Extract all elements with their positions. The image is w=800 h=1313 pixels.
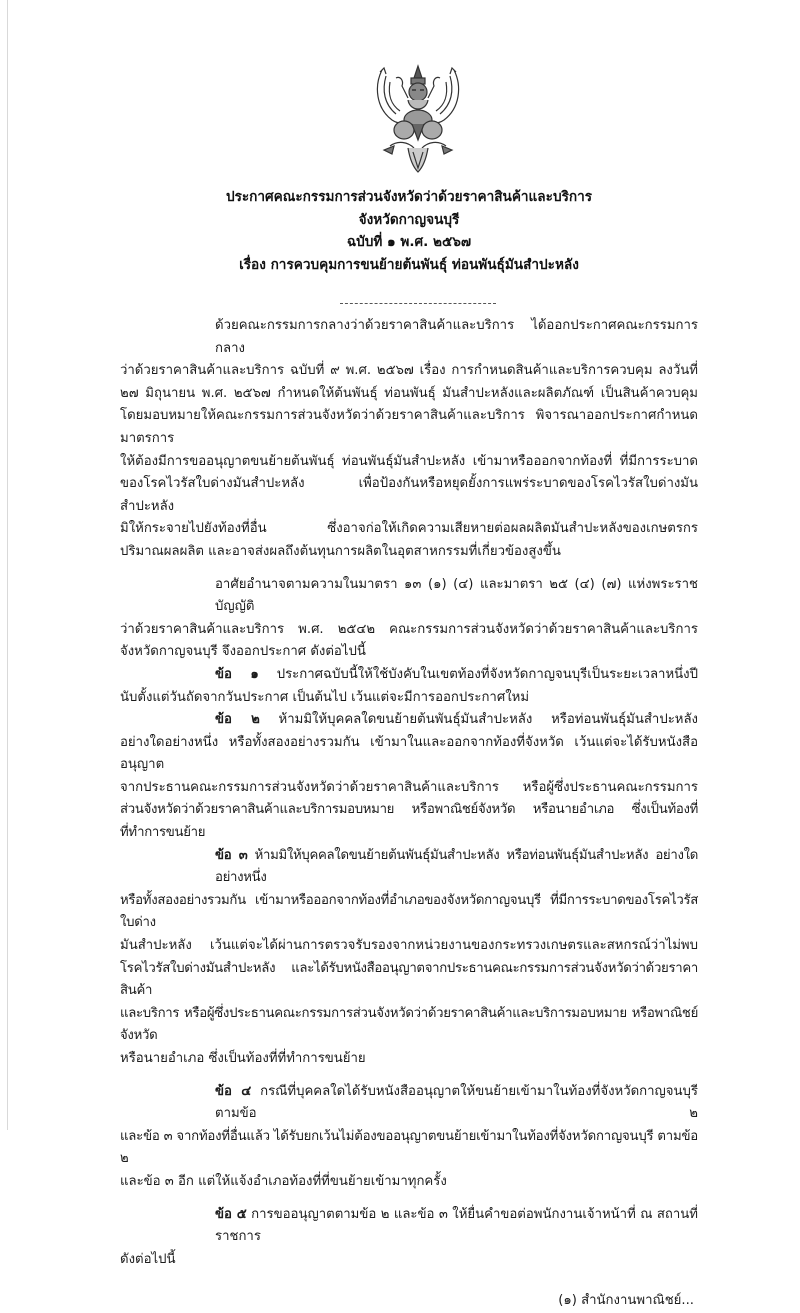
clause-line: อย่างใดอย่างหนึ่ง หรือทั้งสองอย่างรวมกัน เข้ามาในและออกจากท้องที่จังหวัด เว้นแต่จะได้รับหนังสืออนุญาต: [120, 734, 698, 773]
clause-line: จากประธานคณะกรรมการส่วนจังหวัดว่าด้วยราคาสินค้าและบริการ หรือผู้ซึ่งประธานคณะกรรมการ: [120, 779, 698, 795]
document-body: [120, 315, 698, 1313]
clause-line: ดังต่อไปนี้: [120, 1251, 176, 1267]
preamble-line: ๒๗ มิถุนายน พ.ศ. ๒๕๖๗ กำหนดให้ต้นพันธุ์ ท่อนพันธุ์ มันสำปะหลังและผลิตภัณฑ์ เป็นสินค้าควบคุม: [120, 385, 698, 401]
clause-line: และข้อ ๓ อีก แต่ให้แจ้งอำเภอท้องที่ที่ขนย้ายเข้ามาทุกครั้ง: [120, 1173, 447, 1189]
authority-line: ว่าด้วยราคาสินค้าและบริการ พ.ศ. ๒๕๔๒ คณะกรรมการส่วนจังหวัดว่าด้วยราคาสินค้าและบริการ: [120, 621, 698, 637]
preamble-line: ให้ต้องมีการขออนุญาตขนย้ายต้นพันธุ์ ท่อนพันธุ์มันสำปะหลัง เข้ามาหรือออกจากท้องที่ ที่มีการระบาด: [120, 453, 698, 469]
clause-label: ข้อ ๓: [215, 847, 248, 863]
clause-text: กรณีที่บุคคลใดได้รับหนังสืออนุญาตให้ขนย้ายเข้ามาในท้องที่จังหวัดกาญจนบุรีตามข้อ ๒: [215, 1083, 698, 1122]
clause-5: [120, 1204, 698, 1272]
clause-label: ข้อ ๔: [215, 1083, 252, 1099]
clause-3: [120, 845, 698, 1071]
preamble-paragraph: [120, 315, 698, 564]
clause-line: โรคไวรัสใบด่างมันสำปะหลัง และได้รับหนังสืออนุญาตจากประธานคณะกรรมการส่วนจังหวัดว่าด้วยราคาสินค้า: [120, 960, 698, 999]
preamble-line: ของโรคไวรัสใบด่างมันสำปะหลัง เพื่อป้องกันหรือหยุดยั้งการแพร่ระบาดของโรคไวรัสใบด่างมันสำปะหลัง: [120, 476, 698, 514]
clause-4: [120, 1081, 698, 1194]
clause-first-line: [120, 709, 698, 732]
authority-line: จังหวัดกาญจนบุรี จึงออกประกาศ ดังต่อไปนี้: [120, 644, 366, 660]
clause-line: และบริการ หรือผู้ซึ่งประธานคณะกรรมการส่วนจังหวัดว่าด้วยราคาสินค้าและบริการมอบหมาย หรือพาณิชย์จังหวัด: [120, 1005, 698, 1044]
clause-text: การขออนุญาตตามข้อ ๒ และข้อ ๓ ให้ยื่นคำขอต่อพนักงานเจ้าหน้าที่ ณ สถานที่ราชการ: [215, 1206, 698, 1245]
clause-line: หรือนายอำเภอ ซึ่งเป็นท้องที่ที่ทำการขนย้าย: [120, 1051, 366, 1066]
title-line-1: ประกาศคณะกรรมการส่วนจังหวัดว่าด้วยราคาสินค้าและบริการ: [225, 189, 593, 205]
document-title: [120, 186, 698, 276]
authority-line: อาศัยอำนาจตามความในมาตรา ๑๓ (๑) (๔) และมาตรา ๒๕ (๔) (๗) แห่งพระราชบัญญัติ: [215, 576, 698, 615]
page-continuation-marker: (๑) สำนักงานพาณิชย์...: [558, 1293, 694, 1309]
clause-label: ข้อ ๕: [215, 1206, 247, 1222]
clause-line: นับตั้งแต่วันถัดจากวันประกาศ เป็นต้นไป เว้นแต่จะมีการออกประกาศใหม่: [120, 689, 530, 705]
authority-paragraph: [120, 574, 698, 664]
clause-first-line: [120, 664, 698, 687]
clause-first-line: [120, 1204, 698, 1249]
preamble-line: ว่าด้วยราคาสินค้าและบริการ ฉบับที่ ๙ พ.ศ. ๒๕๖๗ เรื่อง การกำหนดสินค้าและบริการควบคุม ลงวันที่: [120, 363, 698, 379]
preamble-line: โดยมอบหมายให้คณะกรรมการส่วนจังหวัดว่าด้วยราคาสินค้าและบริการ พิจารณาออกประกาศกำหนดมาตรการ: [120, 408, 698, 446]
clause-1: [120, 664, 698, 709]
preamble-line: ปริมาณผลผลิต และอาจส่งผลถึงต้นทุนการผลิตในอุตสาหกรรมที่เกี่ยวข้องสูงขึ้น: [120, 543, 561, 559]
clause-line: ส่วนจังหวัดว่าด้วยราคาสินค้าและบริการมอบหมาย หรือพาณิชย์จังหวัด หรือนายอำเภอ ซึ่งเป็นท้องที่ที่ทำการขนย้าย: [120, 802, 698, 841]
clause-text: ห้ามมิให้บุคคลใดขนย้ายต้นพันธุ์มันสำปะหลัง หรือท่อนพันธุ์มันสำปะหลัง: [259, 712, 698, 728]
clause-text: ห้ามมิให้บุคคลใดขนย้ายต้นพันธุ์มันสำปะหลัง หรือท่อนพันธุ์มันสำปะหลัง อย่างใดอย่างหนึ่ง: [215, 847, 699, 886]
clause-line: และข้อ ๓ จากท้องที่อื่นแล้ว ได้รับยกเว้นไม่ต้องขออนุญาตขนย้ายเข้ามาในท้องที่จังหวัดกาญจนบุรี ตามข้อ ๒: [120, 1128, 698, 1167]
preamble-line: ด้วยคณะกรรมการกลางว่าด้วยราคาสินค้าและบริการ ได้ออกประกาศคณะกรรมการกลาง: [215, 318, 698, 356]
clause-label: ข้อ ๒: [215, 712, 260, 728]
title-line-issue: ฉบับที่ ๑ พ.ศ. ๒๕๖๗: [346, 234, 472, 250]
clause-first-line: [120, 845, 698, 890]
title-separator: [340, 303, 496, 304]
clause-label: ข้อ ๑: [215, 666, 259, 682]
garuda-emblem-icon: [368, 64, 468, 174]
clause-line: หรือทั้งสองอย่างรวมกัน เข้ามาหรือออกจากท้องที่อำเภอของจังหวัดกาญจนบุรี ที่มีการระบาดของโรคไวรัสใบด่าง: [120, 892, 698, 931]
clause-2: [120, 709, 698, 845]
preamble-line: มิให้กระจายไปยังท้องที่อื่น ซึ่งอาจก่อให้เกิดความเสียหายต่อผลผลิตมันสำปะหลังของเกษตรกร: [120, 521, 698, 537]
clause-text: ประกาศฉบับนี้ให้ใช้บังคับในเขตท้องที่จังหวัดกาญจนบุรีเป็นระยะเวลาหนึ่งปี: [258, 666, 698, 682]
page-edge-line: [7, 0, 8, 1130]
title-line-province: จังหวัดกาญจนบุรี: [358, 211, 460, 228]
title-line-subject: เรื่อง การควบคุมการขนย้ายต้นพันธุ์ ท่อนพันธุ์มันสำปะหลัง: [239, 256, 579, 273]
clause-first-line: [120, 1081, 698, 1126]
clause-line: มันสำปะหลัง เว้นแต่จะได้ผ่านการตรวจรับรองจากหน่วยงานของกระทรวงเกษตรและสหกรณ์ว่าไม่พบ: [120, 938, 698, 954]
